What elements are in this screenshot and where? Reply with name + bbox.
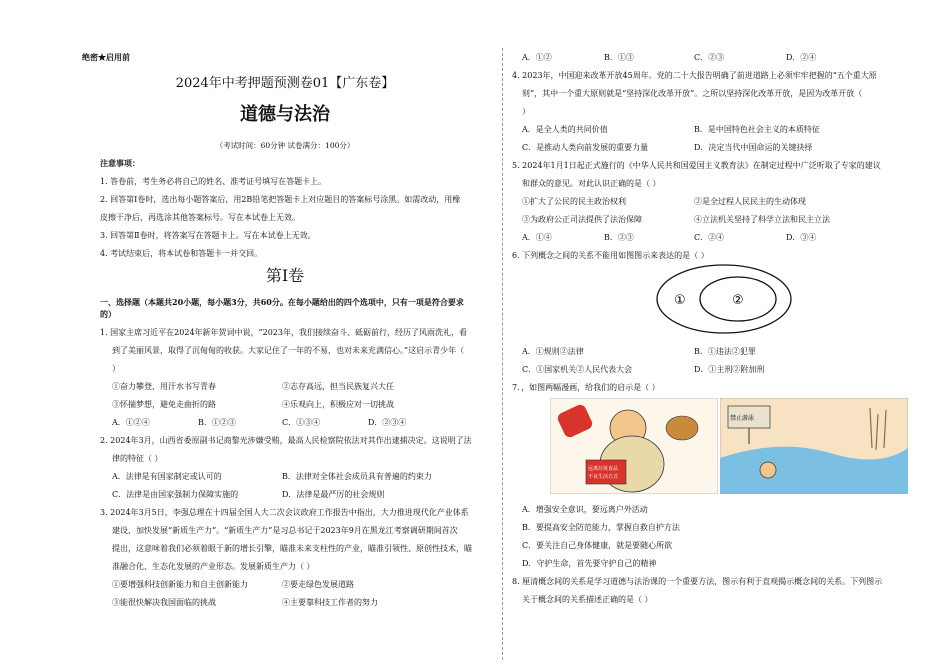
q6-option-b: B．①违法②犯罪: [694, 347, 756, 356]
q5-option-d: D．③④: [786, 233, 817, 242]
cartoon-text-1: 远离垃圾食品: [588, 466, 619, 472]
q2-option-a: A．法律是有国家制定或认可的: [112, 472, 222, 481]
column-divider: [502, 48, 503, 660]
q3-item-1: ①要增强科技创新能力和自主创新能力: [112, 580, 248, 589]
q6-option-d: D．①主刑②附加刑: [694, 365, 765, 374]
q3-option-d: D．②④: [786, 53, 817, 62]
q3-option-b: B．①③: [604, 53, 634, 62]
q4-option-c: C．是推动人类向前发展的重要力量: [522, 143, 649, 152]
swimming-cartoon: [720, 398, 908, 494]
circle-label-1: ①: [674, 293, 686, 308]
q1-item-1: ①奋力攀登，用汗水书写青春: [112, 382, 216, 391]
q6-concept-diagram: [654, 262, 794, 336]
notes-heading: 注意事项：: [100, 158, 140, 168]
cartoon-text-2: 不良生活方式: [588, 474, 619, 480]
secret-mark: 绝密★启用前: [82, 52, 130, 62]
q2-option-d: D．法律是最严厉的社会规则: [282, 490, 385, 499]
q2-line-2: 律的特征（ ）: [112, 454, 163, 463]
q2-line-1: 2. 2024年3月，山西省委原副书记商黎光涉嫌受贿，最高人民检察院依法对其作出逮捕决定。这说明了法: [100, 436, 472, 445]
exam-title: 2024年中考押题预测卷01【广东卷】: [175, 76, 395, 91]
q3-line-4: 准融合化、生态化发展的产业形态。发展新质生产力（ ）: [112, 562, 315, 571]
q7-option-d: D．守护生命，首先要守护自己的精神: [522, 559, 657, 568]
note-2-cont: 皮擦干净后，再选涂其他答案标号。写在本试卷上无效。: [100, 213, 300, 222]
q4-line-1: 4. 2023年，中国迎来改革开放45周年。党的二十大报告明确了前进道路上必须牢牢把握的“五个重大原: [512, 71, 877, 80]
subject-title: 道德与法治: [240, 104, 330, 125]
q3-line-3: 提出，这意味着我们必须着眼于新的增长引擎，瞄准未来支柱性的产业，瞄准引领性、原创性技术，瞄: [112, 544, 472, 553]
q3-item-2: ②要走绿色发展道路: [282, 580, 354, 589]
q1-option-c: C．①③④: [282, 418, 321, 427]
q5-line-1: 5. 2024年1月1日起正式施行的《中华人民共和国爱国主义教育法》在制定过程中广泛听取了专家的建议: [512, 161, 881, 170]
circle-label-2: ②: [732, 293, 744, 308]
q3-item-3: ③能很快解决我国面临的挑战: [112, 598, 216, 607]
q3-line-1: 3. 2024年3月5日，李强总理在十四届全国人大二次会议政府工作报告中指出，大力推进现代化产业体系: [100, 508, 469, 517]
q3-line-2: 建设，加快发展“新质生产力”。“新质生产力”是习总书记于2023年9月在黑龙江考察调研期间首次: [112, 526, 458, 535]
snack-bag-icon: [586, 460, 626, 484]
q6-option-c: C．①国家机关②人民代表大会: [522, 365, 633, 374]
q1-line-2: 到了美丽风景，取得了沉甸甸的收获。大家记住了一年的不易，也对未来充满信心。”这启示青少年（: [112, 346, 465, 355]
note-4: 4. 考试结束后，将本试卷和答题卡一并交回。: [100, 249, 263, 258]
q5-line-2: 和群众的意见。对此认识正确的是（ ）: [522, 179, 661, 188]
q5-option-a: A．①④: [522, 233, 552, 242]
q5-item-3: ③为政府公正司法提供了法治保障: [522, 215, 642, 224]
q4-line-2: 则”，其中一个重大原则就是“坚持深化改革开放”。之所以坚持深化改革开放，是因为改革开放（: [522, 89, 863, 98]
q6-option-a: A．①规则②法律: [522, 347, 584, 356]
note-1: 1. 答卷前，考生务必将自己的姓名、准考证号填写在答题卡上。: [100, 177, 327, 186]
section-heading-cont: 的）: [100, 309, 116, 319]
q7-line: 7．，如图两幅漫画，给我们的启示是（ ）: [512, 383, 660, 392]
q6-line: 6. 下列概念之间的关系不能用如图图示来表达的是（ ）: [512, 251, 709, 260]
q3-option-c: C．②③: [694, 53, 725, 62]
q8-line-1: 8. 厘清概念间的关系是学习道德与法治课的一个重要方法，图示有利于直观揭示概念间的关系。下列图示: [512, 577, 883, 586]
q1-item-4: ④乐观向上，积极应对一切挑战: [282, 400, 394, 409]
q7-option-c: C．要关注自己身体健康，就是要随心所欲: [522, 541, 673, 550]
drumstick-icon: [666, 416, 698, 440]
swimmer-icon: [760, 462, 776, 478]
section-heading: 一、选择题（本题共20小题，每小题3分，共60分。在每小题给出的四个选项中，只有一项是符合要求: [100, 297, 464, 307]
q5-option-c: C．②④: [694, 233, 725, 242]
time-score: （考试时间：60分钟 试卷满分：100分）: [215, 141, 355, 150]
q1-item-2: ②志存高远，担当民族复兴大任: [282, 382, 394, 391]
note-3: 3. 回答第Ⅱ卷时，将答案写在答题卡上。写在本试卷上无效。: [100, 231, 316, 240]
q4-line-3: ）: [522, 107, 530, 116]
q8-line-2: 关于概念间的关系描述正确的是（ ）: [522, 595, 653, 604]
q5-item-1: ①扩大了公民的民主政治权利: [522, 197, 626, 206]
q5-item-4: ④立法机关坚持了科学立法和民主立法: [694, 215, 830, 224]
q1-option-d: D．②③④: [368, 418, 407, 427]
q5-option-b: B．②③: [604, 233, 634, 242]
q5-item-2: ②是全过程人民民主的生动体现: [694, 197, 806, 206]
q2-option-c: C．法律是由国家强制力保障实施的: [112, 490, 239, 499]
q7-option-b: B．要提高安全防范能力，掌握自救自护方法: [522, 523, 680, 532]
q4-option-a: A．是全人类的共同价值: [522, 125, 608, 134]
q1-line-3: ）: [112, 364, 120, 373]
q2-option-b: B．法律对全体社会成员具有普遍的约束力: [282, 472, 432, 481]
cartoon-text-3: 禁止游泳: [730, 415, 755, 422]
junk-food-cartoon: [550, 398, 718, 494]
q3-option-a: A．①②: [522, 53, 552, 62]
q1-line-1: 1. 国家主席习近平在2024年新年贺词中说，“2023年，我们接续奋斗、砥砺前行，经历了风雨洗礼，看: [100, 328, 467, 337]
note-2: 2. 回答第Ⅰ卷时，选出每小题答案后，用2B铅笔把答题卡上对应题目的答案标号涂黑。如需改动，用橡: [100, 195, 461, 204]
q1-option-b: B．①②③: [198, 418, 236, 427]
q4-option-b: B．是中国特色社会主义的本质特征: [694, 125, 820, 134]
q4-option-d: D．决定当代中国命运的关键抉择: [694, 143, 813, 152]
q1-item-3: ③怀揣梦想，避免走曲折的路: [112, 400, 216, 409]
q3-item-4: ④主要靠科技工作者的努力: [282, 598, 378, 607]
part1-title: 第Ⅰ卷: [265, 266, 305, 285]
q1-option-a: A．①②④: [112, 418, 150, 427]
q7-option-a: A．增强安全意识，要远离户外活动: [522, 505, 648, 514]
